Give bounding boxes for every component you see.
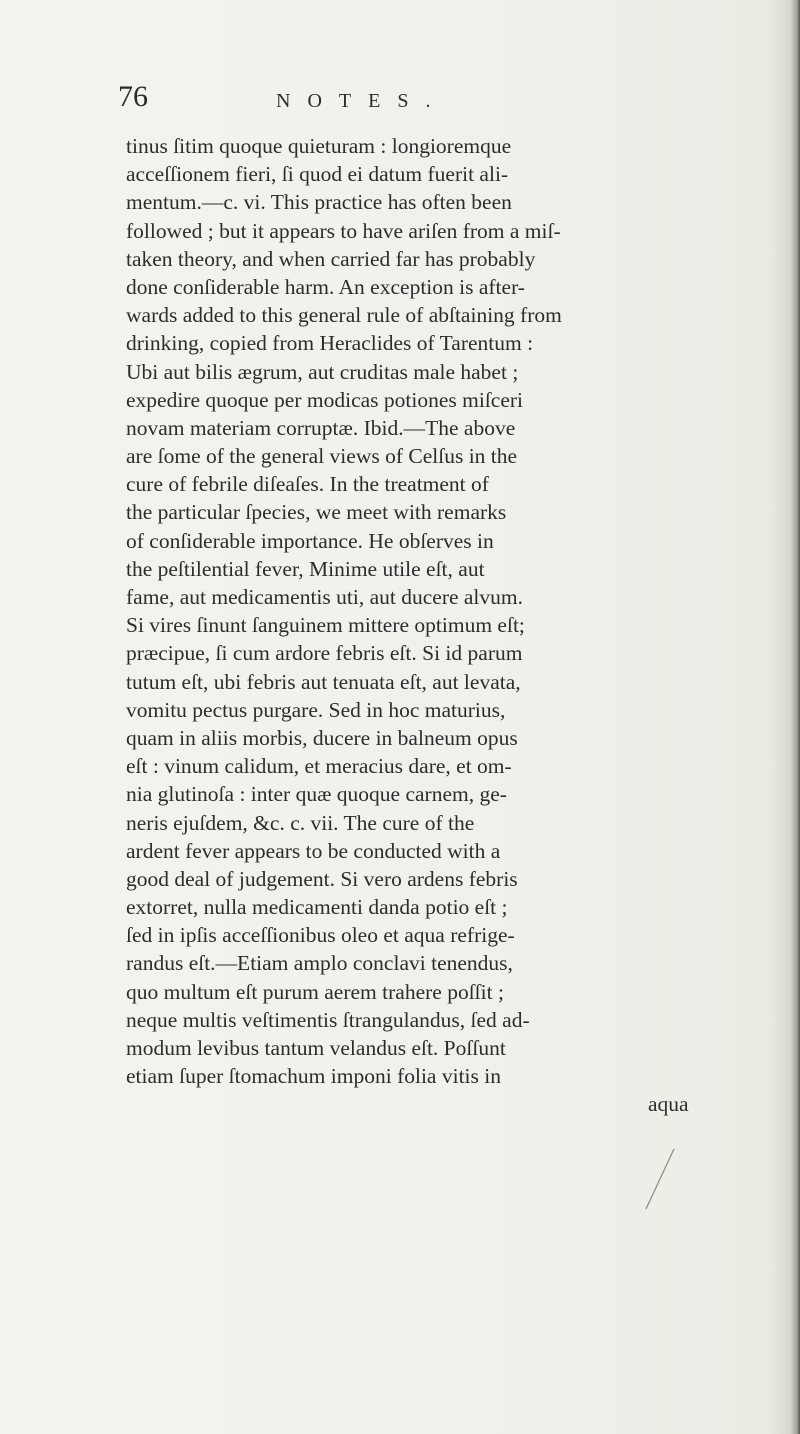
text-line: neris ejuſdem, &c. c. vii. The cure of the <box>126 810 475 835</box>
text-line: acceſſionem fieri, ſi quod ei datum fuerit ali- <box>126 162 509 187</box>
text-line: quam in aliis morbis, ducere in balneum opus <box>126 725 518 750</box>
text-line: are ſome of the general views of Celſus in the <box>126 444 518 469</box>
text-line: Ubi aut bilis ægrum, aut cruditas male habet ; <box>126 359 519 384</box>
text-line: etiam ſuper ſtomachum imponi folia vitis in <box>126 1064 501 1089</box>
text-line: ardent fever appears to be conducted with a <box>126 838 501 863</box>
page-number: 76 <box>118 80 148 113</box>
page-edge-shadow <box>790 0 800 1434</box>
text-line: vomitu pectus purgare. Sed in hoc maturius, <box>126 697 506 722</box>
text-line: extorret, nulla medicamenti danda potio eſt ; <box>126 895 508 920</box>
text-line: præcipue, ſi cum ardore febris eſt. Si id parum <box>126 641 523 666</box>
text-line: fame, aut medicamentis uti, aut ducere alvum. <box>126 585 524 609</box>
text-line: cure of febrile diſeaſes. In the treatment of <box>126 472 489 497</box>
text-line: followed ; but it appears to have ariſen from a miſ- <box>126 218 561 243</box>
text-line: randus eſt.—Etiam amplo conclavi tenendus, <box>126 951 513 976</box>
text-line: of conſiderable importance. He obſerves in <box>126 528 494 553</box>
text-line: tinus ſitim quoque quieturam : longioremque <box>126 134 512 158</box>
body-text <box>126 132 776 1090</box>
text-line: done conſiderable harm. An exception is after- <box>126 274 525 299</box>
text-line: mentum.—c. vi. This practice has often been <box>126 190 512 215</box>
text-line: quo multum eſt purum aerem trahere poſſit ; <box>126 979 504 1004</box>
text-line: neque multis veſtimentis ſtrangulandus, ſed ad- <box>126 1007 530 1032</box>
text-line: taken theory, and when carried far has probably <box>126 246 536 271</box>
text-line: novam materiam corruptæ. Ibid.—The above <box>126 415 516 440</box>
text-line: ſed in ipſis acceſſionibus oleo et aqua refrige- <box>126 923 515 948</box>
text-line: expedire quoque per modicas potiones miſceri <box>126 387 524 412</box>
running-head: NOTES. <box>276 90 448 112</box>
text-line: nia glutinoſa : inter quæ quoque carnem, ge- <box>126 782 507 807</box>
text-line: drinking, copied from Heraclides of Tarentum : <box>126 331 534 356</box>
catchword: aqua <box>648 1092 689 1116</box>
text-line: good deal of judgement. Si vero ardens febris <box>126 866 518 891</box>
pencil-mark-icon <box>640 1145 680 1215</box>
text-line: eſt : vinum calidum, et meracius dare, et om- <box>126 754 512 779</box>
text-line: Si vires ſinunt ſanguinem mittere optimum eſt; <box>126 613 525 638</box>
text-line: modum levibus tantum velandus eſt. Poſſunt <box>126 1036 506 1060</box>
text-line: tutum eſt, ubi febris aut tenuata eſt, aut levata, <box>126 669 521 694</box>
text-line: the peſtilential fever, Minime utile eſt, aut <box>126 556 485 581</box>
text-line: the particular ſpecies, we meet with remarks <box>126 500 507 525</box>
page-header <box>118 80 758 120</box>
text-line: wards added to this general rule of abſtaining from <box>126 303 562 328</box>
